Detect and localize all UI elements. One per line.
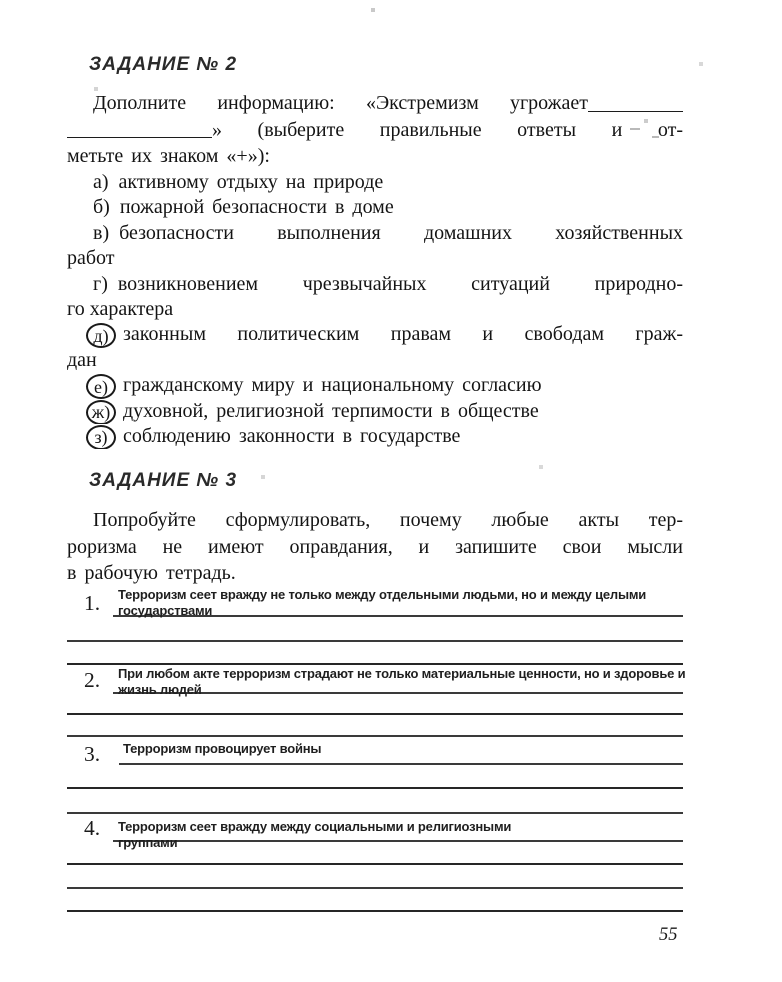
option-b-text: пожарной безопасности в доме: [119, 196, 394, 219]
blank-underline: [67, 117, 212, 139]
task-3-intro-line-1-text: Попробуйте сформулировать, почему любые акты тер-: [93, 509, 683, 531]
task-2-intro-line-2: [67, 117, 683, 144]
circled-letter-d: д): [86, 323, 116, 347]
option-d: [67, 322, 683, 347]
option-d-continuation: дан: [67, 348, 97, 371]
option-a-letter: а): [93, 171, 109, 193]
task-3-intro-line-3: [67, 560, 683, 587]
option-z: [67, 424, 683, 449]
option-a-text: активному отдыху на природе: [118, 171, 384, 193]
answer-2-text: [118, 666, 685, 698]
ruled-line: [67, 640, 683, 642]
answer-4-line-2: группами: [118, 835, 178, 850]
answer-3-line-1: Терроризм провоцирует войны: [123, 741, 322, 756]
option-b-letter: б): [93, 196, 110, 219]
task-3-intro-line-2: [67, 534, 683, 561]
task-2-intro-line-1: [67, 90, 683, 117]
task-3-intro: [67, 507, 683, 587]
ruled-line: [67, 663, 683, 665]
answer-1-line-2: государствами: [118, 603, 213, 618]
task-2-intro-line-1-text: Дополните информацию: «Экстремизм угрожает: [93, 92, 588, 114]
option-g-letter: г): [93, 272, 108, 295]
ruled-line: [67, 910, 683, 912]
blank-underline: [588, 90, 683, 112]
option-e: [67, 373, 683, 398]
answer-number-2: 2.: [84, 668, 101, 692]
circled-letter-e: е): [86, 374, 116, 398]
answer-2-line-2: жизнь людей: [118, 682, 202, 697]
page-number: 55: [659, 925, 678, 945]
ruled-line: [67, 812, 683, 814]
answer-1-text: [118, 587, 646, 619]
answer-3-text: [123, 741, 321, 757]
option-zh-text: духовной, религиозной терпимости в обществе: [123, 399, 539, 422]
ruled-line: [67, 735, 683, 737]
option-g: [67, 272, 683, 297]
answer-4-line-1: Терроризм сеет вражду между социальными и религиозными: [118, 819, 512, 834]
ruled-line: [67, 787, 683, 789]
option-g-text: возникновением чрезвычайных ситуаций природно-: [117, 272, 683, 295]
option-v: [67, 221, 683, 246]
answer-number-3: 3.: [84, 742, 101, 766]
task-3-intro-line-3-text: в рабочую тетрадь.: [67, 562, 236, 584]
ruled-line: [67, 887, 683, 889]
circled-letter-zh: ж): [86, 400, 116, 424]
answer-number-4: 4.: [84, 816, 101, 840]
option-d-text: законным политическим правам и свободам граж-: [123, 323, 683, 346]
option-v-letter: в): [93, 221, 110, 244]
ruled-line: [67, 713, 683, 715]
option-g-continuation: го характера: [67, 297, 174, 320]
answer-number-1: 1.: [84, 591, 101, 615]
task-2-options-list: [67, 170, 683, 449]
ruled-line: [119, 763, 683, 765]
circled-letter-z: з): [86, 425, 116, 449]
answer-2-line-1: При любом акте терроризм страдают не только материальные ценности, но и здоровье и: [118, 666, 686, 681]
task-2-intro-line-3-text: метьте их знаком «+»):: [67, 145, 270, 167]
option-e-text: гражданскому миру и национальному согласию: [123, 374, 542, 397]
task-3-intro-line-2-text: роризма не имеют оправдания, и запишите свои мысли: [67, 535, 683, 558]
task-2-heading: ЗАДАНИЕ № 2: [89, 54, 238, 75]
option-a: [67, 170, 683, 195]
task-2-intro-line-2-text: » (выберите правильные ответы и от-: [212, 118, 683, 141]
option-zh: [67, 399, 683, 424]
task-3-intro-line-1: [67, 507, 683, 534]
task-2-intro-line-3: [67, 143, 683, 170]
option-v-text: безопасности выполнения домашних хозяйственных: [119, 221, 683, 244]
scan-noise: [0, 0, 2, 2]
option-b: [67, 195, 683, 220]
task-2-intro: [67, 90, 683, 170]
option-z-text: соблюдению законности в государстве: [123, 424, 461, 447]
answer-1-line-1: Терроризм сеет вражду не только между отдельными людьми, но и между целыми: [118, 587, 647, 602]
option-v-continuation: работ: [67, 247, 115, 270]
task-3-heading: ЗАДАНИЕ № 3: [89, 470, 238, 491]
ruled-line: [67, 863, 683, 865]
answer-4-text: [118, 819, 511, 851]
